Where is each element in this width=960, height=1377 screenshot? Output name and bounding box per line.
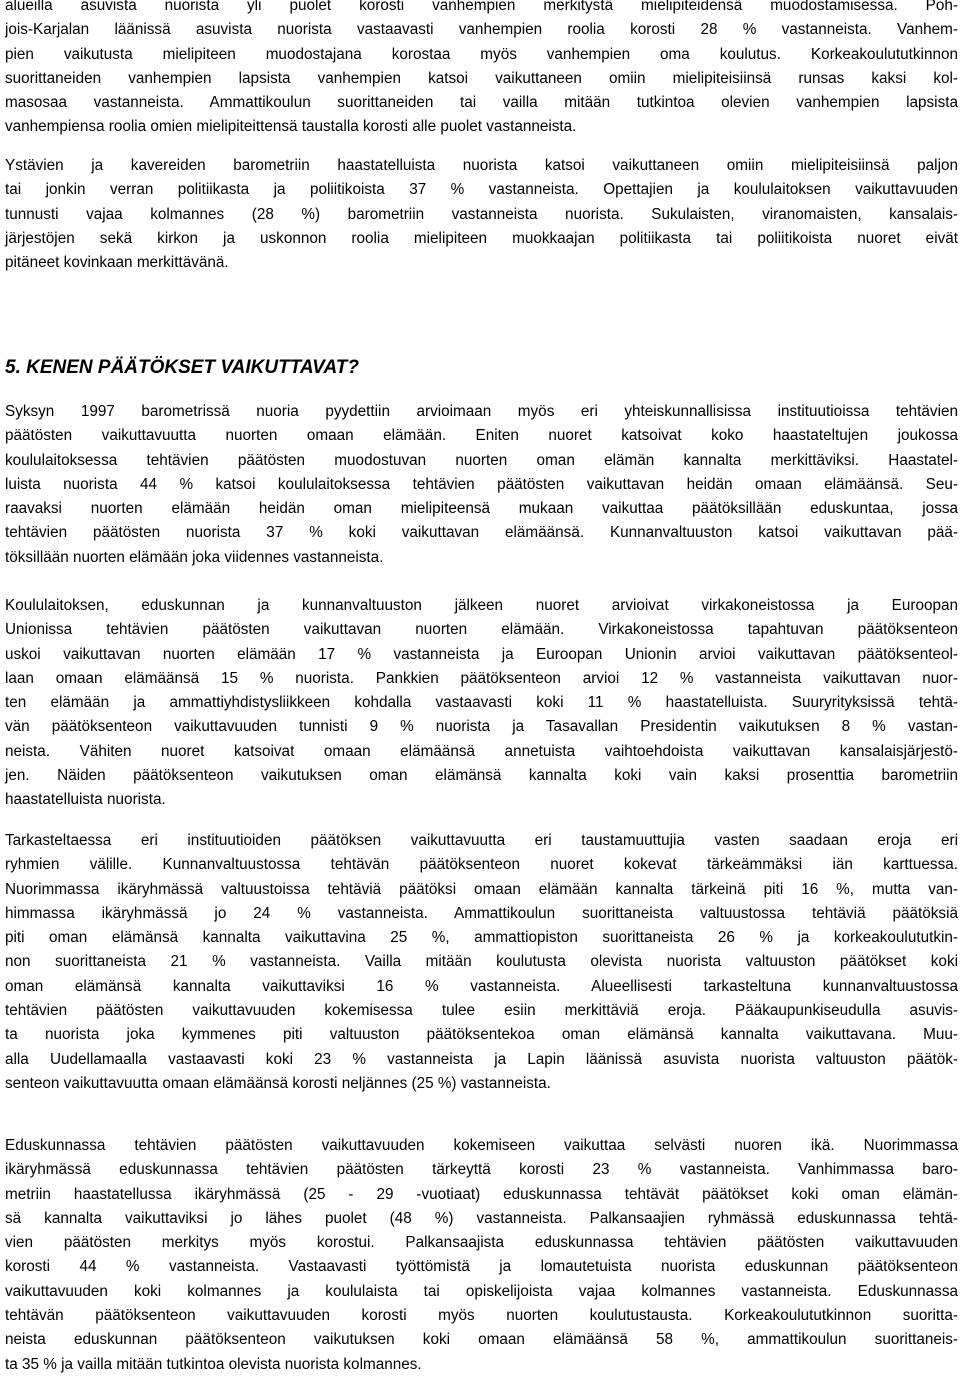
text-line: töksillään nuorten elämään joka viidennes vastanneista. <box>5 548 384 566</box>
text-line: alla Uudellamaalla vastaavasti koki 23 % vastanneista ja Lapin läänissä asuvista nuorista valtuuston päätök- <box>5 1050 958 1068</box>
text-line: suorittaneiden vanhempien lapsista vanhempien katsoi vaikuttaneen omiin mielipiteisiinsä runsas kaksi kol- <box>5 69 958 87</box>
paragraph-parents-influence <box>0 0 960 140</box>
text-line: haastatelluista nuorista. <box>5 791 166 809</box>
text-line: ikäryhmässä eduskunnassa tehtävien päätösten tärkeyttä korosti 23 % vastanneista. Vanhimmassa baro- <box>5 1161 958 1179</box>
text-line: sä kannalta vaikuttaviksi jo lähes puolet (48 %) vastanneista. Palkansaajien ryhmässä eduskunnassa tehtä- <box>5 1209 958 1227</box>
text-line: järjestöjen sekä kirkon ja uskonnon roolia mielipiteen muokkaajan politiikasta tai poliitikoista nuoret eivät <box>5 229 958 247</box>
text-line: senteon vaikuttavuutta omaan elämäänsä korosti neljännes (25 %) vastanneista. <box>5 1074 551 1092</box>
text-line: oman elämänsä kannalta vaikuttaviksi 16 % vastanneista. Alueellisesti tarkasteltuna kunnanvaltuustossa <box>5 977 958 995</box>
text-line: metriin haastatellussa ikäryhmässä (25 - 29 -vuotiaat) eduskunnassa tehtävät päätökset koki oman elämän- <box>5 1185 958 1203</box>
text-line: pien vaikutusta mielipiteen muodostajana korostaa myös vanhempien oma koulutus. Korkeakoulututkinnon <box>5 45 958 63</box>
text-line: alueilla asuvista nuorista yli puolet korosti vanhempien merkitystä mielipiteidensä muodostamisessa. Poh- <box>5 0 958 14</box>
text-line: masosaa vastanneista. Ammattikoulun suorittaneiden tai vailla mitään tutkintoa olevien vanhempien lapsista <box>5 94 958 112</box>
text-line: koululaitoksessa tehtävien päätösten muodostuvan nuorten oman elämän kannalta merkittäviksi. Haastatel- <box>5 451 958 469</box>
text-line: piti oman elämänsä kannalta vaikuttavina 25 %, ammattiopiston suorittaneista 26 % ja korkeakoulututkin- <box>5 929 958 947</box>
text-line: Syksyn 1997 barometrissä nuoria pyydettiin arvioimaan myös eri yhteiskunnallisissa instituutioissa tehtävien <box>5 403 958 420</box>
text-line: jois-Karjalan läänissä asuvista nuorista vastaavasti vanhempien roolia korosti 28 % vastanneista. Vanhem- <box>5 21 958 39</box>
text-line: vaikuttavuuden koki kolmannes ja koululaista tai opiskelijoista vajaa kolmannes vastanneista. Eduskunnassa <box>5 1282 958 1300</box>
text-line: Nuorimmassa ikäryhmässä valtuustoissa tehtäviä päätöksi omaan elämään kannalta tärkeinä piti 16 %, mutta van- <box>5 880 958 898</box>
paragraph-other-institutions <box>0 594 960 813</box>
text-line: päätösten vaikuttavuutta nuorten omaan elämään. Eniten nuoret katsoivat koko haastateltujen joukossa <box>5 427 958 445</box>
text-line: vän päätöksenteon vaikuttavuuden tunnisti 9 % nuorista ja Tasavallan Presidentin vaikutuksen 8 % vastan- <box>5 718 958 736</box>
text-line: ten elämään ja ammattiyhdistysliikkeen kohdalla vastaavasti koki 11 % haastatelluista. Suuryrityksissä tehtä- <box>5 694 958 712</box>
text-line: himmassa ikäryhmässä jo 24 % vastanneista. Ammattikoulun suorittaneista valtuustossa tehtäviä päätöksiä <box>5 904 958 922</box>
paragraph-municipal-council <box>0 829 960 1096</box>
text-line: Eduskunnassa tehtävien päätösten vaikuttavuuden kokemiseen vaikuttaa selvästi nuoren ikä. Nuorimmassa <box>5 1137 958 1154</box>
text-line: ta 35 % ja vailla mitään tutkintoa olevista nuorista kolmannes. <box>5 1355 422 1373</box>
text-line: vien päätösten merkitys myös korostui. Palkansaajista eduskunnassa tehtävien päätösten vaikuttavuuden <box>5 1234 958 1252</box>
text-line: tehtävien päätösten vaikuttavuuden kokemisessa tulee esiin merkittäviä eroja. Pääkaupunkiseudulla asuvis- <box>5 1002 958 1020</box>
text-line: tunnusti vajaa kolmannes (28 %) barometriin vastanneista nuorista. Sukulaisten, viranomaisten, kansalais- <box>5 205 958 223</box>
text-line: vanhempiensa roolia omien mielipiteittensä taustalla korosti alle puolet vastanneista. <box>5 118 577 136</box>
text-line: ta nuorista joka kymmenes piti valtuuston päätöksentekoa oman elämänsä kannalta vaikuttavana. Muu- <box>5 1026 958 1044</box>
text-line: laan omaan elämäänsä 15 % nuorista. Pankkien päätöksenteon arvioi 12 % vastanneista vaikuttavan nuor- <box>5 669 958 687</box>
text-line: jen. Näiden päätöksenteon vaikutuksen oman elämänsä kannalta koki vain kaksi prosenttia barometriin <box>5 767 958 785</box>
paragraph-friends-influence <box>0 154 960 275</box>
text-line: Koululaitoksen, eduskunnan ja kunnanvaltuuston jälkeen nuoret arvioivat virkakoneistossa ja Euroopan <box>5 597 958 614</box>
text-line: ryhmien välille. Kunnanvaltuustossa tehtävän päätöksenteon nuoret kokevat tärkeämmäksi iän karttuessa. <box>5 856 958 874</box>
text-line: non suorittaneista 21 % vastanneista. Vailla mitään koulutusta olevista nuorista valtuuston päätökset koki <box>5 953 958 971</box>
text-line: tehtävän päätöksenteon vaikuttavuuden korosti myös nuorten koulutustausta. Korkeakoulututkinnon suoritta- <box>5 1307 958 1325</box>
text-line: uskoi vaikuttavan nuorten elämään 17 % vastanneista ja Euroopan Unionin arvioi vaikuttavan päätöksenteol- <box>5 645 958 663</box>
text-line: neista. Vähiten nuoret katsoivat omaan elämäänsä annetuista vaihtoehdoista vaikuttavan kansalaisjärjestö- <box>5 742 958 760</box>
text-line: Ystävien ja kavereiden barometriin haastatelluista nuorista katsoi vaikuttaneen omiin mielipiteisiinsä paljon <box>5 157 958 174</box>
text-line: raavaksi nuorten elämään heidän oman mielipiteensä mukaan vaikuttaa päätöksillään eduskuntaa, jossa <box>5 500 958 518</box>
paragraph-institutions-intro <box>0 400 960 570</box>
text-line: tehtävien päätösten nuorista 37 % koki vaikuttavan elämäänsä. Kunnanvaltuuston katsoi vaikuttavan pää- <box>5 524 958 542</box>
section-heading: 5. KENEN PÄÄTÖKSET VAIKUTTAVAT? <box>5 357 359 378</box>
text-line: neista eduskunnan päätöksenteon vaikutuksen koki omaan elämäänsä 58 %, ammattikoulun suorittaneis- <box>5 1331 958 1349</box>
text-line: pitäneet kovinkaan merkittävänä. <box>5 254 229 272</box>
text-line: tai jonkin verran politiikasta ja poliitikoista 37 % vastanneista. Opettajien ja koululaitoksen vaikuttavuuden <box>5 181 958 199</box>
text-line: Tarkasteltaessa eri instituutioiden päätöksen vaikuttavuutta eri taustamuuttujia vasten saadaan eroja eri <box>5 832 958 849</box>
text-line: korosti 44 % vastanneista. Vastaavasti työttömistä ja lomautetuista nuorista eduskunnan päätöksenteon <box>5 1258 958 1276</box>
text-line: luista nuorista 44 % katsoi koululaitoksessa tehtävien päätösten vaikuttavan heidän omaan elämäänsä. Seu- <box>5 475 958 493</box>
text-line: Unionissa tehtävien päätösten vaikuttavan nuorten elämään. Virkakoneistossa tapahtuvan päätöksenteon <box>5 621 958 639</box>
